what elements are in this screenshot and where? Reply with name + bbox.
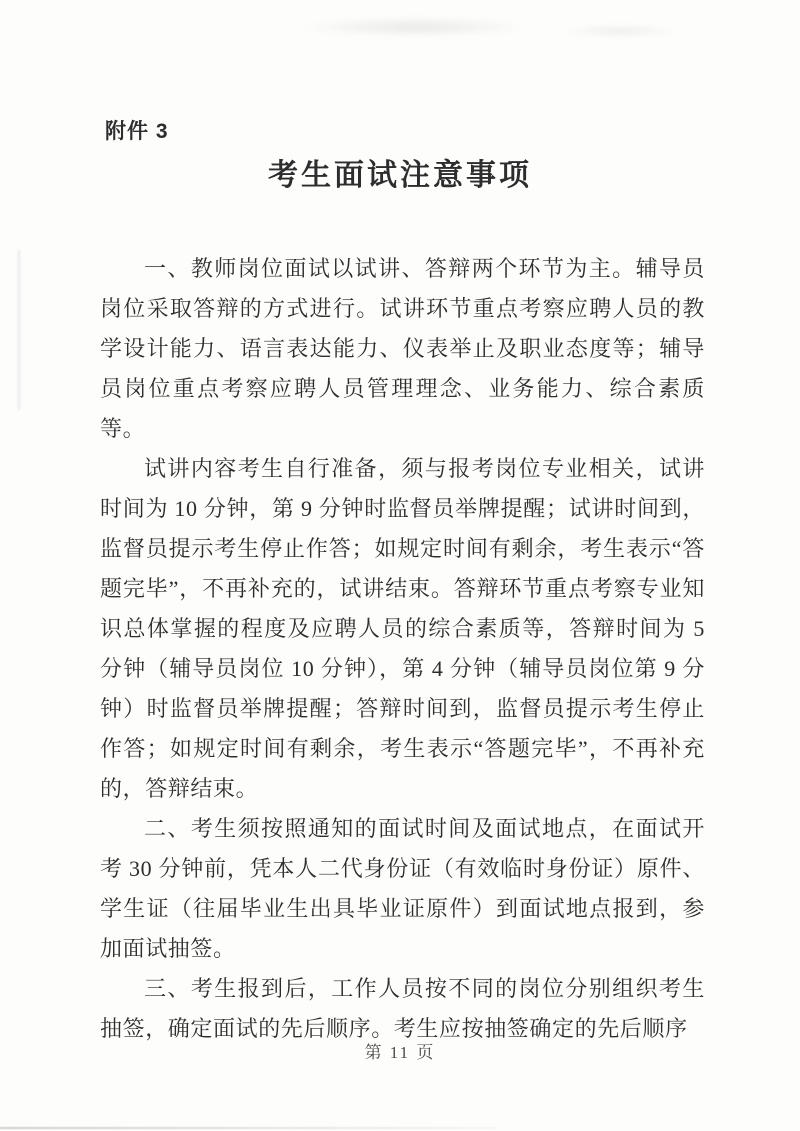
paragraph-3: 二、考生须按照通知的面试时间及面试地点，在面试开考 30 分钟前，凭本人二代身份证（有效临时身份证）原件、学生证（往届毕业生出具毕业证原件）到面试地点报到，参加面试抽签。 [100, 816, 705, 961]
scan-artifact [0, 1127, 496, 1129]
paragraph-2: 试讲内容考生自行准备，须与报考岗位专业相关，试讲时间为 10 分钟，第 9 分钟时监督员举牌提醒；试讲时间到，监督员提示考生停止作答；如规定时间有剩余，考生表示“答题完毕”，不再补充的，试讲结束。答辩环节重点考察专业知识总体掌握的程度及应聘人员的综合素质等，答辩时间为 5 分钟（辅导员岗位 10 分钟），第 4 分钟（辅导员岗位第 9 分钟）时监督员举牌提醒；答辩时间到，监督员提示考生停止作答；如规定时间有剩余，考生表示“答题完毕”，不再补充的，答辩结束。 [100, 456, 705, 801]
scan-artifact [18, 250, 20, 410]
attachment-label: 附件 3 [105, 120, 169, 143]
paragraph-1: 一、教师岗位面试以试讲、答辩两个环节为主。辅导员岗位采取答辩的方式进行。试讲环节重点考察应聘人员的教学设计能力、语言表达能力、仪表举止及职业态度等；辅导员岗位重点考察应聘人员管理理念、业务能力、综合素质等。 [100, 256, 705, 441]
document-body [100, 249, 705, 1049]
paragraph-4: 三、考生报到后，工作人员按不同的岗位分别组织考生抽签，确定面试的先后顺序。考生应按抽签确定的先后顺序 [100, 976, 705, 1041]
page-title: 考生面试注意事项 [268, 159, 532, 192]
page-number: 第 11 页 [364, 1043, 436, 1062]
